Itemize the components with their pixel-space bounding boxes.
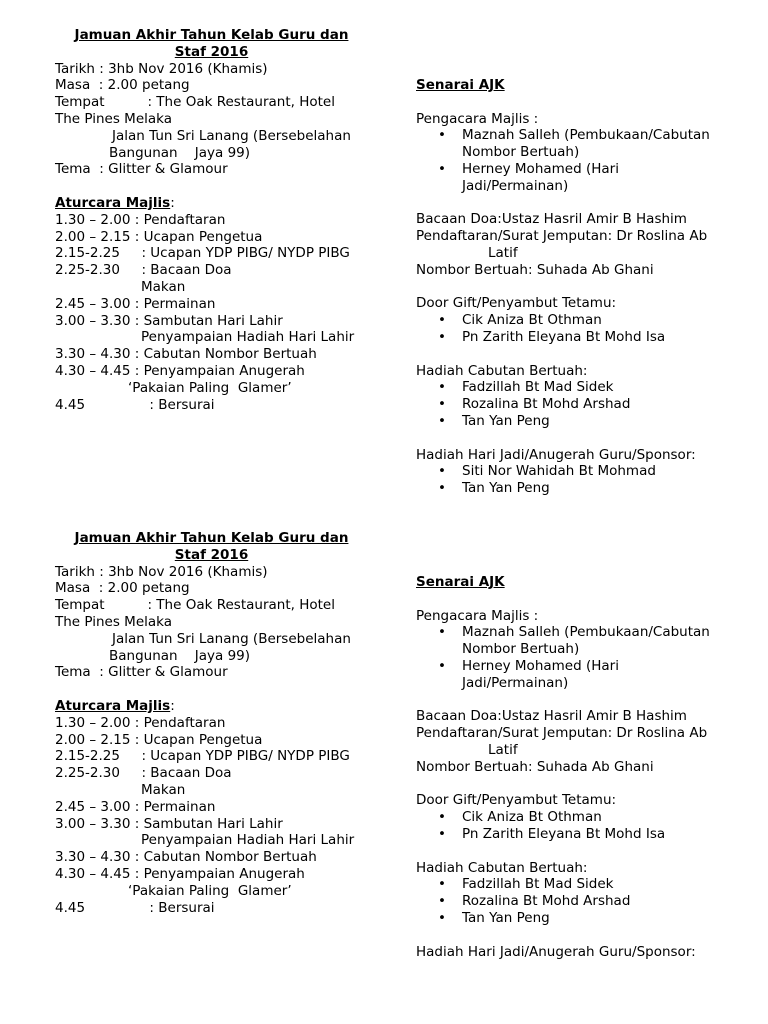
lucky-number-officer: Nombor Bertuah: Suhada Ab Ghani [416,261,654,278]
committee-member: • Pn Zarith Eleyana Bt Mohd Isa [416,826,756,843]
schedule-item: ‘Pakaian Paling Glamer’ [128,379,292,396]
lucky-draw-label: Hadiah Cabutan Bertuah: [416,362,588,379]
event-details [55,27,400,413]
schedule-item: Penyampaian Hadiah Hari Lahir [141,329,355,346]
program-sheet-bottom [0,530,768,1024]
committee-list [416,574,756,960]
birthday-prize-label: Hadiah Hari Jadi/Anugerah Guru/Sponsor: [416,943,696,960]
schedule-item [55,346,400,363]
committee-heading: Senarai AJK [416,77,505,93]
birthday-prize-label: Hadiah Hari Jadi/Anugerah Guru/Sponsor: [416,446,696,463]
schedule-item [55,866,400,883]
committee-list [416,77,756,497]
schedule-heading: Aturcara Majlis: [55,697,175,714]
event-venue: Tempat : The Oak Restaurant, Hotel [55,94,335,111]
committee-member: • Fadzillah Bt Mad Sidek [416,876,756,893]
committee-member: • Siti Nor Wahidah Bt Mohmad [416,463,756,480]
emcee-list [416,127,756,194]
schedule-item [55,363,400,380]
schedule-activity: Bersurai [158,396,215,413]
event-details [55,530,400,916]
lucky-draw-list [416,379,756,429]
schedule-activity: Bacaan Doa [150,765,232,782]
schedule-item [55,245,400,262]
schedule-time: 4.30 – 4.45 : [55,865,144,882]
birthday-prize-list [416,463,756,497]
schedule-list [55,715,400,917]
schedule-time: 2.25-2.30 : [55,262,151,279]
event-venue: Tempat : The Oak Restaurant, Hotel [55,597,335,614]
schedule-time: 2.00 – 2.15 : [55,228,144,245]
door-gift-list [416,809,756,843]
schedule-item [55,732,400,749]
schedule-time: 3.00 – 3.30 : [55,815,144,832]
registration-officer: Pendaftaran/Surat Jemputan: Dr Roslina Ab [416,725,708,742]
schedule-activity: Bacaan Doa [150,262,232,279]
lucky-draw-label: Hadiah Cabutan Bertuah: [416,859,588,876]
schedule-activity: Penyampaian Anugerah [143,362,305,379]
door-gift-list [416,312,756,346]
schedule-time: 4.45 : [55,396,159,413]
schedule-item [55,799,400,816]
schedule-activity: Sambutan Hari Lahir [143,815,283,832]
committee-member: • Tan Yan Peng [416,480,756,497]
schedule-activity: Bersurai [158,899,215,916]
schedule-activity: Cabutan Nombor Bertuah [143,849,317,866]
registration-officer: Pendaftaran/Surat Jemputan: Dr Roslina Ab [416,228,708,245]
schedule-activity: Cabutan Nombor Bertuah [143,346,317,363]
schedule-item [55,397,400,414]
schedule-item [55,765,400,782]
committee-member: • Rozalina Bt Mohd Arshad [416,396,756,413]
committee-member: • Fadzillah Bt Mad Sidek [416,379,756,396]
event-venue-line2: The Pines Melaka [55,110,173,127]
schedule-time: 2.45 – 3.00 : [55,798,144,815]
schedule-time: 2.00 – 2.15 : [55,731,144,748]
emcee-label: Pengacara Majlis : [416,607,539,624]
schedule-item: Penyampaian Hadiah Hari Lahir [141,832,355,849]
schedule-activity: Sambutan Hari Lahir [143,312,283,329]
schedule-time: 2.15-2.25 : [55,245,151,262]
registration-officer-line2: Latif [488,244,518,261]
emcee-item: • Herney Mohamed (Hari Jadi/Permainan) [416,658,756,692]
schedule-list [55,212,400,414]
committee-member: • Pn Zarith Eleyana Bt Mohd Isa [416,329,756,346]
schedule-item [55,849,400,866]
emcee-list [416,624,756,691]
schedule-item [55,900,400,917]
event-venue-line2: The Pines Melaka [55,613,173,630]
schedule-time: 4.30 – 4.45 : [55,362,144,379]
program-sheet-top [0,27,768,530]
schedule-item [55,715,400,732]
schedule-activity: Ucapan YDP PIBG/ NYDP PIBG [150,748,350,765]
schedule-activity: Permainan [143,798,216,815]
schedule-activity: Pendaftaran [143,714,226,731]
event-date: Tarikh : 3hb Nov 2016 (Khamis) [55,563,268,580]
schedule-time: 3.00 – 3.30 : [55,312,144,329]
schedule-activity: Ucapan Pengetua [143,228,263,245]
event-address: Jalan Tun Sri Lanang (Bersebelahan [112,630,351,647]
committee-heading: Senarai AJK [416,574,505,590]
committee-member: • Cik Aniza Bt Othman [416,312,756,329]
emcee-label: Pengacara Majlis : [416,110,539,127]
schedule-time: 2.25-2.30 : [55,765,151,782]
schedule-time: 1.30 – 2.00 : [55,211,144,228]
event-time: Masa : 2.00 petang [55,77,190,94]
schedule-item: Makan [141,278,186,295]
event-address-line2: Bangunan Jaya 99) [109,647,251,664]
schedule-activity: Ucapan Pengetua [143,731,263,748]
schedule-item [55,748,400,765]
event-theme: Tema : Glitter & Glamour [55,664,228,681]
prayer-reader: Bacaan Doa:Ustaz Hasril Amir B Hashim [416,708,687,725]
schedule-item [55,212,400,229]
schedule-time: 4.45 : [55,899,159,916]
event-date: Tarikh : 3hb Nov 2016 (Khamis) [55,60,268,77]
schedule-time: 3.30 – 4.30 : [55,849,144,866]
schedule-item: ‘Pakaian Paling Glamer’ [128,882,292,899]
schedule-time: 3.30 – 4.30 : [55,346,144,363]
schedule-time: 2.15-2.25 : [55,748,151,765]
event-theme: Tema : Glitter & Glamour [55,161,228,178]
event-title: Jamuan Akhir Tahun Kelab Guru dan Staf 2016 [74,530,349,563]
door-gift-label: Door Gift/Penyambut Tetamu: [416,295,617,312]
event-address-line2: Bangunan Jaya 99) [109,144,251,161]
event-time: Masa : 2.00 petang [55,580,190,597]
schedule-item: Makan [141,781,186,798]
door-gift-label: Door Gift/Penyambut Tetamu: [416,792,617,809]
registration-officer-line2: Latif [488,741,518,758]
emcee-item: • Maznah Salleh (Pembukaan/Cabutan Nombor Bertuah) [416,624,756,658]
committee-member: • Tan Yan Peng [416,413,756,430]
emcee-item: • Maznah Salleh (Pembukaan/Cabutan Nombor Bertuah) [416,127,756,161]
emcee-item: • Herney Mohamed (Hari Jadi/Permainan) [416,161,756,195]
event-title: Jamuan Akhir Tahun Kelab Guru dan Staf 2016 [74,27,349,60]
schedule-item [55,313,400,330]
committee-member: • Tan Yan Peng [416,910,756,927]
committee-member: • Rozalina Bt Mohd Arshad [416,893,756,910]
prayer-reader: Bacaan Doa:Ustaz Hasril Amir B Hashim [416,211,687,228]
schedule-activity: Permainan [143,295,216,312]
schedule-activity: Penyampaian Anugerah [143,865,305,882]
schedule-item [55,296,400,313]
committee-member: • Cik Aniza Bt Othman [416,809,756,826]
lucky-draw-list [416,876,756,926]
schedule-time: 2.45 – 3.00 : [55,295,144,312]
schedule-heading: Aturcara Majlis: [55,194,175,211]
schedule-item [55,262,400,279]
schedule-activity: Pendaftaran [143,211,226,228]
event-address: Jalan Tun Sri Lanang (Bersebelahan [112,127,351,144]
schedule-activity: Ucapan YDP PIBG/ NYDP PIBG [150,245,350,262]
schedule-item [55,229,400,246]
schedule-item [55,816,400,833]
schedule-time: 1.30 – 2.00 : [55,714,144,731]
lucky-number-officer: Nombor Bertuah: Suhada Ab Ghani [416,758,654,775]
